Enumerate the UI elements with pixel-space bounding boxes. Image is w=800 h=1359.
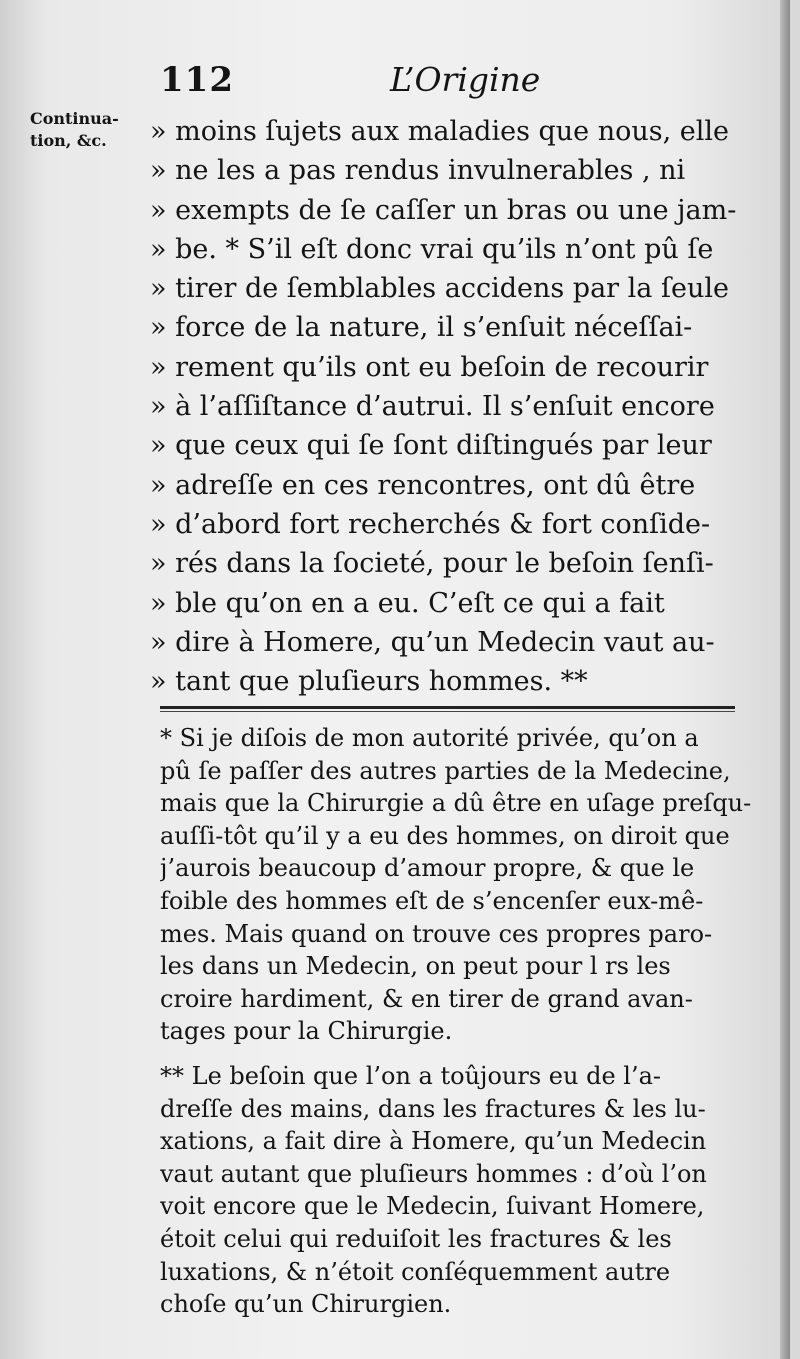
text-line: » à l’aſſiſtance d’autrui. Il s’enſuit encore — [150, 391, 715, 423]
main-text — [150, 112, 770, 701]
text-line: » tirer de ſemblables accidens par la ſeule — [150, 273, 729, 305]
footnote-line: vaut autant que pluſieurs hommes : d’où l’on — [160, 1159, 707, 1188]
text-line: » be. * S’il eſt donc vrai qu’ils n’ont pû ſe — [150, 233, 714, 265]
footnote-2 — [160, 1060, 760, 1321]
footnote-1 — [160, 722, 760, 1048]
footnote-line: j’aurois beaucoup d’amour propre, & que le — [160, 854, 695, 883]
margin-note — [30, 108, 150, 152]
text-line: » force de la nature, il s’enſuit néceſſai- — [150, 312, 693, 344]
text-line: » ne les a pas rendus invulnerables , ni — [150, 155, 686, 187]
text-line: » dire à Homere, qu’un Medecin vaut au- — [150, 626, 715, 658]
footnote-line: tages pour la Chirurgie. — [160, 1017, 453, 1046]
footnote-line: auſſi-tôt qu’il y a eu des hommes, on diroit que — [160, 821, 730, 850]
text-line: » adreſſe en ces rencontres, ont dû être — [150, 469, 696, 501]
text-line: » rement qu’ils ont eu beſoin de recourir — [150, 351, 709, 383]
page-header — [160, 60, 750, 110]
text-line: » ble qu’on en a eu. C’eſt ce qui a fait — [150, 587, 665, 619]
text-line: » que ceux qui ſe ſont diſtingués par leur — [150, 430, 712, 462]
footnote-line: luxations, & n’étoit conſéquemment autre — [160, 1257, 671, 1286]
text-line: » moins ſujets aux maladies que nous, elle — [150, 116, 730, 147]
footnote-line: choſe qu’un Chirurgien. — [160, 1290, 452, 1319]
footnote-line: pû ſe paſſer des autres parties de la Medecine, — [160, 756, 731, 785]
footnote-gap — [160, 1048, 760, 1060]
footnote-line: étoit celui qui reduiſoit les fractures & les — [160, 1224, 672, 1253]
footnote-line: dreſſe des mains, dans les fractures & les lu- — [160, 1094, 706, 1123]
margin-note-line: Continua- — [30, 109, 119, 128]
margin-note-line: tion, &c. — [30, 131, 107, 150]
footnote-line: croire hardiment, & en tirer de grand avan- — [160, 984, 693, 1013]
running-title: L’Origine — [390, 60, 541, 99]
footnote-separator-rule — [160, 706, 735, 712]
footnote-line: ** Le beſoin que l’on a toûjours eu de l’a- — [160, 1061, 662, 1090]
footnote-line: mais que la Chirurgie a dû être en uſage preſqu- — [160, 789, 752, 818]
text-line: » exempts de ſe caſſer un bras ou une jam- — [150, 194, 737, 226]
footnote-line: voit encore que le Medecin, ſuivant Homere, — [160, 1192, 705, 1221]
page-edge-shadow — [780, 0, 790, 1359]
footnote-line: mes. Mais quand on trouve ces propres paro- — [160, 919, 713, 948]
footnote-line: * Si je diſois de mon autorité privée, qu’on a — [160, 724, 699, 752]
footnote-line: les dans un Medecin, on peut pour l rs les — [160, 952, 671, 981]
text-line: » tant que pluſieurs hommes. ** — [150, 666, 588, 698]
text-line: » rés dans la ſocieté, pour le beſoin ſenſi- — [150, 548, 714, 580]
footnote-line: xations, a fait dire à Homere, qu’un Medecin — [160, 1127, 707, 1156]
text-line: » d’abord fort recherchés & fort conſide- — [150, 508, 711, 540]
page-number: 112 — [160, 60, 234, 100]
footnotes — [160, 722, 760, 1321]
footnote-line: foible des hommes eſt de s’encenſer eux-mê- — [160, 886, 704, 915]
